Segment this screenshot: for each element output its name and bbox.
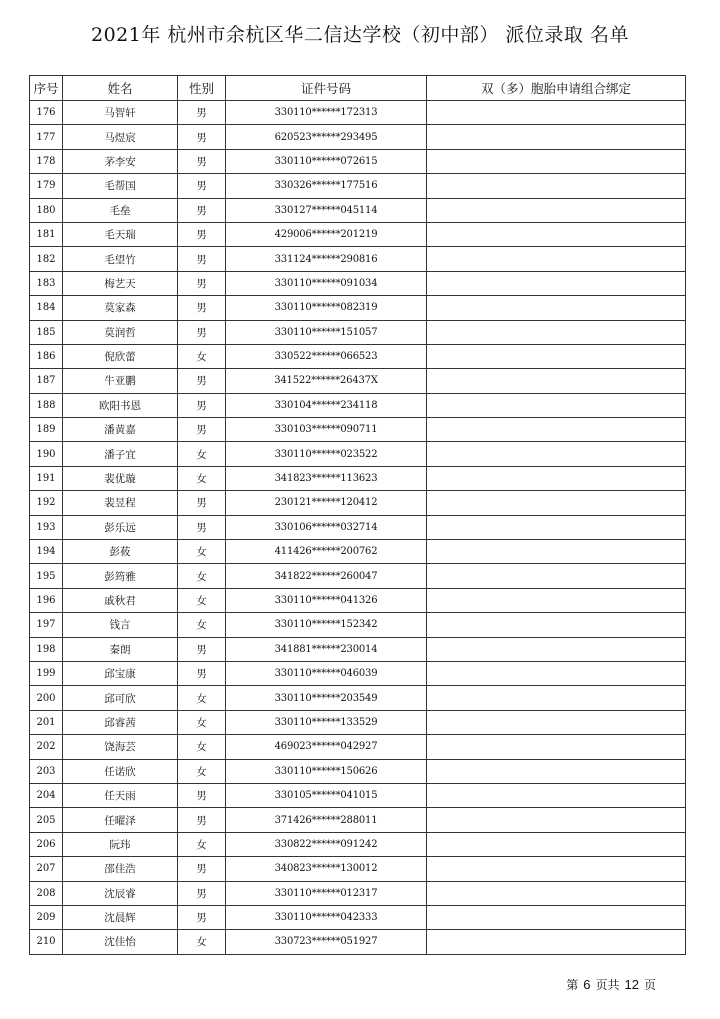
cell-id-number: 330110******072615 [226, 149, 427, 173]
cell-index: 205 [30, 808, 63, 832]
cell-name: 马煜宸 [63, 125, 178, 149]
cell-id-number: 371426******288011 [226, 808, 427, 832]
cell-name: 彭莜 [63, 540, 178, 564]
cell-index: 176 [30, 101, 63, 125]
cell-name: 梅艺天 [63, 271, 178, 295]
cell-index: 202 [30, 735, 63, 759]
cell-gender: 男 [178, 393, 226, 417]
table-row [30, 174, 686, 198]
cell-index: 186 [30, 344, 63, 368]
footer-middle: 页共 [595, 978, 620, 992]
cell-gender: 男 [178, 808, 226, 832]
cell-twin-binding [427, 832, 686, 856]
cell-gender: 男 [178, 637, 226, 661]
cell-id-number: 330110******172313 [226, 101, 427, 125]
cell-index: 181 [30, 222, 63, 246]
cell-gender: 男 [178, 369, 226, 393]
cell-twin-binding [427, 515, 686, 539]
cell-id-number: 330110******082319 [226, 296, 427, 320]
current-page-number: 6 [583, 977, 591, 992]
footer-prefix: 第 [566, 978, 579, 992]
col-header-twin-binding: 双（多）胞胎申请组合绑定 [427, 76, 686, 101]
cell-twin-binding [427, 759, 686, 783]
cell-gender: 男 [178, 515, 226, 539]
cell-id-number: 341881******230014 [226, 637, 427, 661]
cell-id-number: 330822******091242 [226, 832, 427, 856]
cell-index: 180 [30, 198, 63, 222]
cell-id-number: 429006******201219 [226, 222, 427, 246]
cell-id-number: 330106******032714 [226, 515, 427, 539]
cell-gender: 男 [178, 149, 226, 173]
total-page-count: 12 [624, 977, 639, 992]
cell-gender: 男 [178, 661, 226, 685]
cell-id-number: 330103******090711 [226, 418, 427, 442]
cell-id-number: 340823******130012 [226, 857, 427, 881]
cell-gender: 女 [178, 344, 226, 368]
cell-index: 210 [30, 930, 63, 954]
cell-name: 欧阳书恩 [63, 393, 178, 417]
cell-index: 209 [30, 905, 63, 929]
col-header-gender: 性别 [178, 76, 226, 101]
cell-id-number: 341822******260047 [226, 564, 427, 588]
cell-name: 沈晨辉 [63, 905, 178, 929]
cell-id-number: 341522******26437X [226, 369, 427, 393]
cell-index: 179 [30, 174, 63, 198]
cell-gender: 女 [178, 466, 226, 490]
cell-index: 192 [30, 491, 63, 515]
cell-name: 任天雨 [63, 783, 178, 807]
cell-name: 茅李安 [63, 149, 178, 173]
cell-index: 198 [30, 637, 63, 661]
cell-twin-binding [427, 686, 686, 710]
cell-index: 207 [30, 857, 63, 881]
cell-twin-binding [427, 198, 686, 222]
table-row [30, 149, 686, 173]
table-body [30, 101, 686, 955]
col-header-name: 姓名 [63, 76, 178, 101]
cell-gender: 男 [178, 418, 226, 442]
cell-id-number: 330110******023522 [226, 442, 427, 466]
cell-twin-binding [427, 320, 686, 344]
cell-gender: 女 [178, 710, 226, 734]
cell-id-number: 330110******152342 [226, 613, 427, 637]
cell-name: 邱宝康 [63, 661, 178, 685]
cell-gender: 男 [178, 222, 226, 246]
cell-name: 马智轩 [63, 101, 178, 125]
cell-index: 204 [30, 783, 63, 807]
cell-gender: 男 [178, 320, 226, 344]
cell-id-number: 330110******133529 [226, 710, 427, 734]
cell-twin-binding [427, 613, 686, 637]
cell-name: 莫润哲 [63, 320, 178, 344]
table-row [30, 101, 686, 125]
cell-twin-binding [427, 125, 686, 149]
cell-name: 潘子宜 [63, 442, 178, 466]
cell-name: 莫家森 [63, 296, 178, 320]
table-row [30, 296, 686, 320]
cell-index: 191 [30, 466, 63, 490]
cell-gender: 男 [178, 881, 226, 905]
cell-twin-binding [427, 564, 686, 588]
cell-index: 208 [30, 881, 63, 905]
table-row [30, 686, 686, 710]
table-row [30, 710, 686, 734]
table-row [30, 198, 686, 222]
cell-id-number: 330110******091034 [226, 271, 427, 295]
cell-name: 倪欣蕾 [63, 344, 178, 368]
cell-index: 182 [30, 247, 63, 271]
cell-id-number: 330110******041326 [226, 588, 427, 612]
cell-gender: 女 [178, 832, 226, 856]
cell-twin-binding [427, 296, 686, 320]
cell-id-number: 411426******200762 [226, 540, 427, 564]
cell-index: 178 [30, 149, 63, 173]
cell-twin-binding [427, 857, 686, 881]
cell-twin-binding [427, 491, 686, 515]
cell-twin-binding [427, 149, 686, 173]
table-row [30, 832, 686, 856]
cell-id-number: 330723******051927 [226, 930, 427, 954]
cell-name: 毛帮国 [63, 174, 178, 198]
cell-id-number: 330104******234118 [226, 393, 427, 417]
cell-gender: 男 [178, 198, 226, 222]
cell-id-number: 330110******046039 [226, 661, 427, 685]
table-row [30, 564, 686, 588]
cell-gender: 女 [178, 540, 226, 564]
cell-id-number: 330110******012317 [226, 881, 427, 905]
cell-index: 183 [30, 271, 63, 295]
table-row [30, 125, 686, 149]
cell-name: 毛天瑞 [63, 222, 178, 246]
page-title: 2021年 杭州市余杭区华二信达学校（初中部） 派位录取 名单 [91, 24, 629, 46]
table-row [30, 808, 686, 832]
cell-id-number: 341823******113623 [226, 466, 427, 490]
cell-twin-binding [427, 808, 686, 832]
cell-name: 戚秋君 [63, 588, 178, 612]
cell-twin-binding [427, 881, 686, 905]
cell-index: 184 [30, 296, 63, 320]
table-row [30, 857, 686, 881]
table-row [30, 393, 686, 417]
table-row [30, 442, 686, 466]
cell-id-number: 330110******150626 [226, 759, 427, 783]
table-row [30, 491, 686, 515]
cell-twin-binding [427, 222, 686, 246]
table-row [30, 661, 686, 685]
cell-id-number: 620523******293495 [226, 125, 427, 149]
cell-id-number: 331124******290816 [226, 247, 427, 271]
cell-id-number: 330522******066523 [226, 344, 427, 368]
cell-index: 188 [30, 393, 63, 417]
table-row [30, 881, 686, 905]
cell-name: 毛垒 [63, 198, 178, 222]
cell-index: 193 [30, 515, 63, 539]
cell-name: 彭乐远 [63, 515, 178, 539]
table-header [30, 76, 686, 101]
col-header-id: 证件号码 [226, 76, 427, 101]
cell-name: 秦朗 [63, 637, 178, 661]
cell-index: 194 [30, 540, 63, 564]
cell-index: 189 [30, 418, 63, 442]
table-row [30, 369, 686, 393]
cell-index: 200 [30, 686, 63, 710]
admission-table [29, 75, 686, 955]
cell-twin-binding [427, 271, 686, 295]
cell-twin-binding [427, 905, 686, 929]
cell-index: 195 [30, 564, 63, 588]
table-row [30, 783, 686, 807]
cell-twin-binding [427, 540, 686, 564]
cell-name: 潘黄嘉 [63, 418, 178, 442]
table-row [30, 466, 686, 490]
cell-name: 沈佳怡 [63, 930, 178, 954]
cell-gender: 女 [178, 442, 226, 466]
table-row [30, 320, 686, 344]
cell-index: 203 [30, 759, 63, 783]
cell-gender: 男 [178, 905, 226, 929]
cell-gender: 男 [178, 491, 226, 515]
cell-gender: 女 [178, 564, 226, 588]
table-row [30, 759, 686, 783]
cell-index: 199 [30, 661, 63, 685]
cell-index: 187 [30, 369, 63, 393]
cell-index: 185 [30, 320, 63, 344]
cell-id-number: 330105******041015 [226, 783, 427, 807]
cell-gender: 男 [178, 247, 226, 271]
col-header-index: 序号 [30, 76, 63, 101]
cell-gender: 女 [178, 686, 226, 710]
cell-gender: 男 [178, 296, 226, 320]
cell-name: 阮玮 [63, 832, 178, 856]
cell-index: 196 [30, 588, 63, 612]
cell-name: 邵佳浩 [63, 857, 178, 881]
cell-id-number: 330110******203549 [226, 686, 427, 710]
cell-name: 毛望竹 [63, 247, 178, 271]
cell-twin-binding [427, 783, 686, 807]
cell-twin-binding [427, 418, 686, 442]
cell-gender: 男 [178, 857, 226, 881]
cell-name: 任诺欣 [63, 759, 178, 783]
cell-name: 邱睿茜 [63, 710, 178, 734]
cell-twin-binding [427, 174, 686, 198]
cell-twin-binding [427, 442, 686, 466]
cell-index: 201 [30, 710, 63, 734]
cell-twin-binding [427, 637, 686, 661]
cell-twin-binding [427, 101, 686, 125]
cell-twin-binding [427, 710, 686, 734]
cell-gender: 女 [178, 588, 226, 612]
cell-name: 饶海芸 [63, 735, 178, 759]
table-row [30, 418, 686, 442]
cell-twin-binding [427, 466, 686, 490]
cell-gender: 女 [178, 613, 226, 637]
cell-name: 裴昱程 [63, 491, 178, 515]
cell-name: 邱可欣 [63, 686, 178, 710]
table-row [30, 344, 686, 368]
cell-index: 197 [30, 613, 63, 637]
cell-name: 钱言 [63, 613, 178, 637]
table-row [30, 247, 686, 271]
cell-gender: 男 [178, 174, 226, 198]
cell-gender: 女 [178, 930, 226, 954]
cell-id-number: 330110******042333 [226, 905, 427, 929]
table-row [30, 588, 686, 612]
table-row [30, 637, 686, 661]
cell-gender: 男 [178, 125, 226, 149]
table-row [30, 515, 686, 539]
table-row [30, 222, 686, 246]
cell-gender: 女 [178, 735, 226, 759]
table-row [30, 930, 686, 954]
cell-index: 190 [30, 442, 63, 466]
cell-twin-binding [427, 247, 686, 271]
table-row [30, 735, 686, 759]
cell-id-number: 469023******042927 [226, 735, 427, 759]
cell-index: 206 [30, 832, 63, 856]
cell-twin-binding [427, 369, 686, 393]
table-row [30, 905, 686, 929]
cell-gender: 男 [178, 101, 226, 125]
footer-suffix: 页 [643, 978, 656, 992]
cell-gender: 男 [178, 783, 226, 807]
cell-gender: 男 [178, 271, 226, 295]
cell-twin-binding [427, 930, 686, 954]
cell-id-number: 330127******045114 [226, 198, 427, 222]
page-footer [566, 976, 656, 993]
cell-twin-binding [427, 588, 686, 612]
cell-twin-binding [427, 393, 686, 417]
cell-name: 牛亚鹏 [63, 369, 178, 393]
cell-name: 任曜泽 [63, 808, 178, 832]
table-row [30, 271, 686, 295]
table-row [30, 540, 686, 564]
cell-index: 177 [30, 125, 63, 149]
cell-gender: 女 [178, 759, 226, 783]
cell-twin-binding [427, 735, 686, 759]
cell-name: 彭筠雅 [63, 564, 178, 588]
cell-twin-binding [427, 344, 686, 368]
cell-name: 裴优璇 [63, 466, 178, 490]
cell-id-number: 330326******177516 [226, 174, 427, 198]
cell-twin-binding [427, 661, 686, 685]
header-row [30, 76, 686, 101]
table-row [30, 613, 686, 637]
cell-id-number: 230121******120412 [226, 491, 427, 515]
cell-name: 沈辰睿 [63, 881, 178, 905]
cell-id-number: 330110******151057 [226, 320, 427, 344]
